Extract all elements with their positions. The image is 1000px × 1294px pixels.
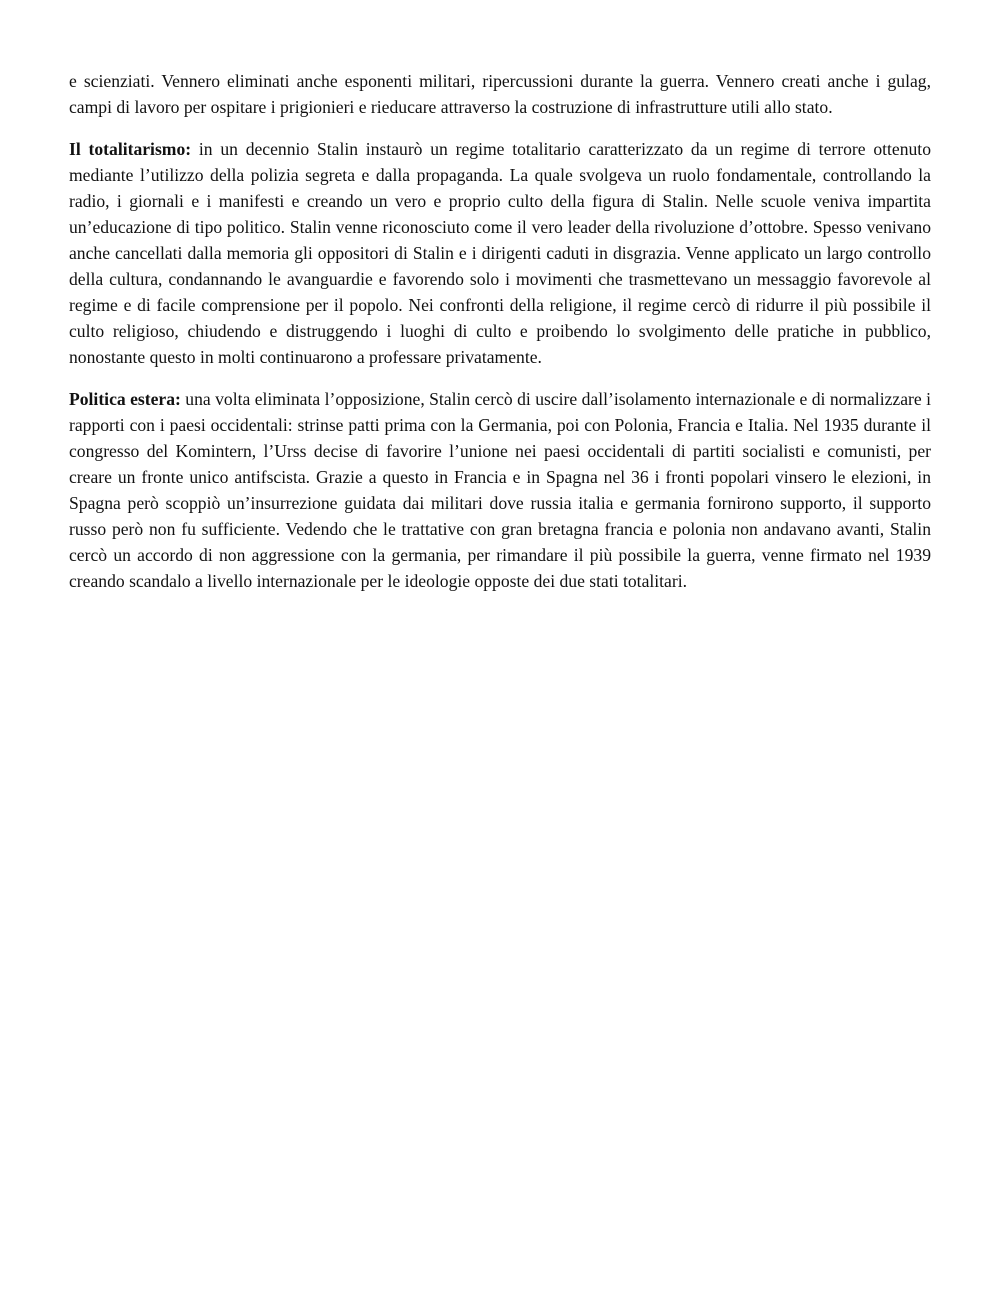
paragraph-text: in un decennio Stalin instaurò un regime totalitario caratterizzato da un regime di terrore ottenuto mediante l’utilizzo della polizia segreta e dalla propaganda. La quale svolgeva un ruolo fondamentale, controllando la radio, i giornali e i manifesti e creando un vero e proprio culto della figura di Stalin. Nelle scuole veniva impartita un’educazione di tipo politico. Stalin venne riconosciuto come il vero leader della rivoluzione d’ottobre. Spesso venivano anche cancellati dalla memoria gli oppositori di Stalin e i dirigenti caduti in disgrazia. Venne applicato un largo controllo della cultura, condannando le avanguardie e favorendo solo i movimenti che trasmettevano un messaggio favorevole al regime e di facile comprensione per il popolo. Nei confronti della religione, il regime cercò di ridurre il più possibile il culto religioso, chiudendo e distruggendo i luoghi di culto e proibendo lo svolgimento delle pratiche in pubblico, nonostante questo in molti continuarono a professare privatamente. <box>69 139 931 367</box>
paragraph-totalitarismo <box>69 136 931 370</box>
section-heading-politica-estera: Politica estera: <box>69 389 181 409</box>
paragraph-politica-estera <box>69 386 931 594</box>
paragraph-gulag <box>69 68 931 120</box>
section-heading-totalitarismo: Il totalitarismo: <box>69 139 192 159</box>
document-page <box>69 68 931 610</box>
paragraph-text: una volta eliminata l’opposizione, Stalin cercò di uscire dall’isolamento internazionale e di normalizzare i rapporti con i paesi occidentali: strinse patti prima con la Germania, poi con Polonia, Francia e Italia. Nel 1935 durante il congresso del Komintern, l’Urss decise di favorire l’unione nei paesi occidentali di partiti socialisti e comunisti, per creare un fronte unico antifscista. Grazie a questo in Francia e in Spagna nel 36 i fronti popolari vinsero le elezioni, in Spagna però scoppiò un’insurrezione guidata dai militari dove russia italia e germania fornirono supporto, il supporto russo però non fu sufficiente. Vedendo che le trattative con gran bretagna francia e polonia non andavano avanti, Stalin cercò un accordo di non aggressione con la germania, per rimandare il più possibile la guerra, venne firmato nel 1939 creando scandalo a livello internazionale per le ideologie opposte dei due stati totalitari. <box>69 389 931 591</box>
paragraph-text: e scienziati. Vennero eliminati anche esponenti militari, ripercussioni durante la guerra. Vennero creati anche i gulag, campi di lavoro per ospitare i prigionieri e rieducare attraverso la costruzione di infrastrutture utili allo stato. <box>69 71 931 117</box>
